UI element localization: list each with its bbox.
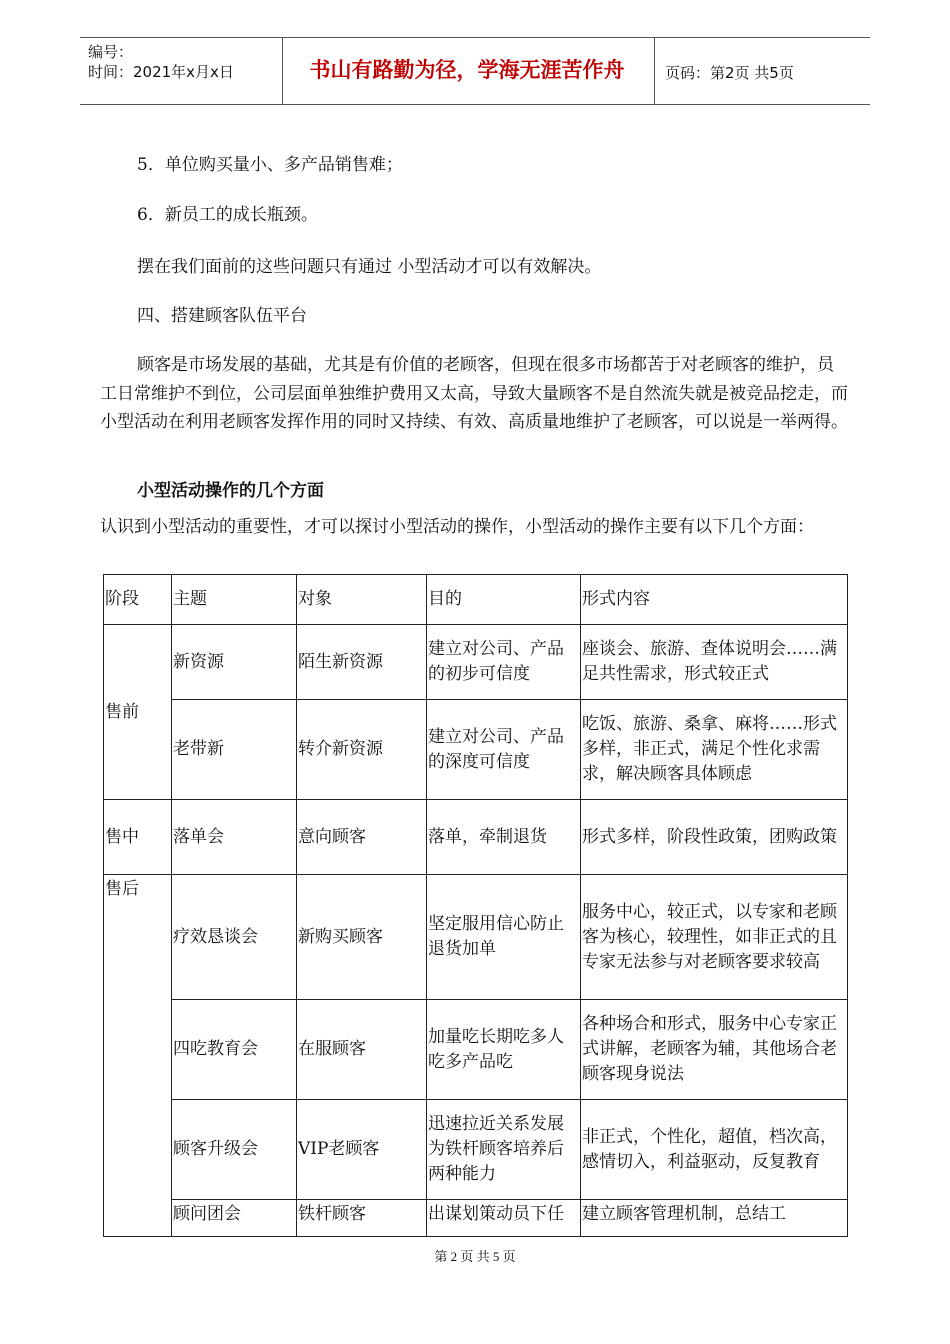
intro-paragraph: 认识到小型活动的重要性，才可以探讨小型活动的操作，小型活动的操作主要有以下几个方面： [100, 517, 814, 537]
theme-cell: 新资源 [172, 625, 297, 700]
table-row [104, 800, 848, 875]
header-motto: 书山有路勤为径，学海无涯苦作舟 [309, 58, 625, 82]
table-row [104, 875, 848, 1000]
column-header: 阶段 [104, 575, 172, 625]
form-cell: 服务中心，较正式，以专家和老顾客为核心，较理性，如非正式的且专家无法参与对老顾客要求较高 [581, 875, 848, 1000]
table-row [104, 700, 848, 800]
target-cell: 在服顾客 [297, 1000, 427, 1100]
theme-cell: 顾问团会 [172, 1200, 297, 1237]
target-cell: 新购买顾客 [297, 875, 427, 1000]
header-number: 编号： [88, 43, 134, 61]
goal-cell: 迅速拉近关系发展为铁杆顾客培养后两种能力 [427, 1100, 581, 1200]
column-header: 对象 [297, 575, 427, 625]
stage-cell: 售中 [104, 800, 172, 875]
page-header [80, 37, 870, 105]
goal-cell: 建立对公司、产品的初步可信度 [427, 625, 581, 700]
theme-cell: 顾客升级会 [172, 1100, 297, 1200]
table-row [104, 1000, 848, 1100]
form-cell: 形式多样，阶段性政策，团购政策 [581, 800, 848, 875]
list-item-5: 5．单位购买量小、多产品销售难； [137, 155, 403, 175]
table-row [104, 1100, 848, 1200]
stage-cell: 售前 [104, 625, 172, 800]
subheading: 小型活动操作的几个方面 [137, 481, 324, 501]
column-header: 形式内容 [581, 575, 848, 625]
goal-cell: 坚定服用信心防止退货加单 [427, 875, 581, 1000]
goal-cell: 建立对公司、产品的深度可信度 [427, 700, 581, 800]
column-header: 主题 [172, 575, 297, 625]
target-cell: 转介新资源 [297, 700, 427, 800]
theme-cell: 四吃教育会 [172, 1000, 297, 1100]
header-page-number: 页码：第2页 共5页 [665, 64, 794, 82]
target-cell: 铁杆顾客 [297, 1200, 427, 1237]
stage-cell: 售后 [104, 875, 172, 1237]
form-cell: 座谈会、旅游、查体说明会……满足共性需求，形式较正式 [581, 625, 848, 700]
body-paragraph: 顾客是市场发展的基础，尤其是有价值的老顾客，但现在很多市场都苦于对老顾客的维护，员工日常维护不到位，公司层面单独维护费用又太高，导致大量顾客不是自然流失就是被竞品挖走，而小型活动在利用老顾客发挥作用的同时又持续、有效、高质量地维护了老顾客，可以说是一举两得。 [100, 355, 848, 432]
goal-cell: 出谋划策动员下任 [427, 1200, 581, 1237]
form-cell: 各种场合和形式，服务中心专家正式讲解，老顾客为辅，其他场合老顾客现身说法 [581, 1000, 848, 1100]
target-cell: VIP老顾客 [297, 1100, 427, 1200]
activity-table [103, 574, 848, 1237]
table-row [104, 625, 848, 700]
target-cell: 意向顾客 [297, 800, 427, 875]
form-cell: 吃饭、旅游、桑拿、麻将……形式多样，非正式，满足个性化求需求，解决顾客具体顾虑 [581, 700, 848, 800]
form-cell: 非正式，个性化，超值，档次高，感情切入，利益驱动，反复教育 [581, 1100, 848, 1200]
goal-cell: 加量吃长期吃多人吃多产品吃 [427, 1000, 581, 1100]
target-cell: 陌生新资源 [297, 625, 427, 700]
theme-cell: 落单会 [172, 800, 297, 875]
header-meta [88, 42, 234, 82]
theme-cell: 老带新 [172, 700, 297, 800]
column-header: 目的 [427, 575, 581, 625]
list-item-6: 6．新员工的成长瓶颈。 [137, 205, 318, 225]
header-date: 时间：2021年x月x日 [88, 63, 234, 81]
theme-cell: 疗效恳谈会 [172, 875, 297, 1000]
header-divider [654, 38, 655, 104]
section-heading: 四、搭建顾客队伍平台 [137, 306, 307, 326]
conclusion-text: 摆在我们面前的这些问题只有通过 小型活动才可以有效解决。 [137, 257, 602, 277]
page-footer: 第 2 页 共 5 页 [434, 1249, 516, 1264]
goal-cell: 落单，牵制退货 [427, 800, 581, 875]
table-row [104, 1200, 848, 1237]
table-header-row [104, 575, 848, 625]
form-cell: 建立顾客管理机制，总结工 [581, 1200, 848, 1237]
